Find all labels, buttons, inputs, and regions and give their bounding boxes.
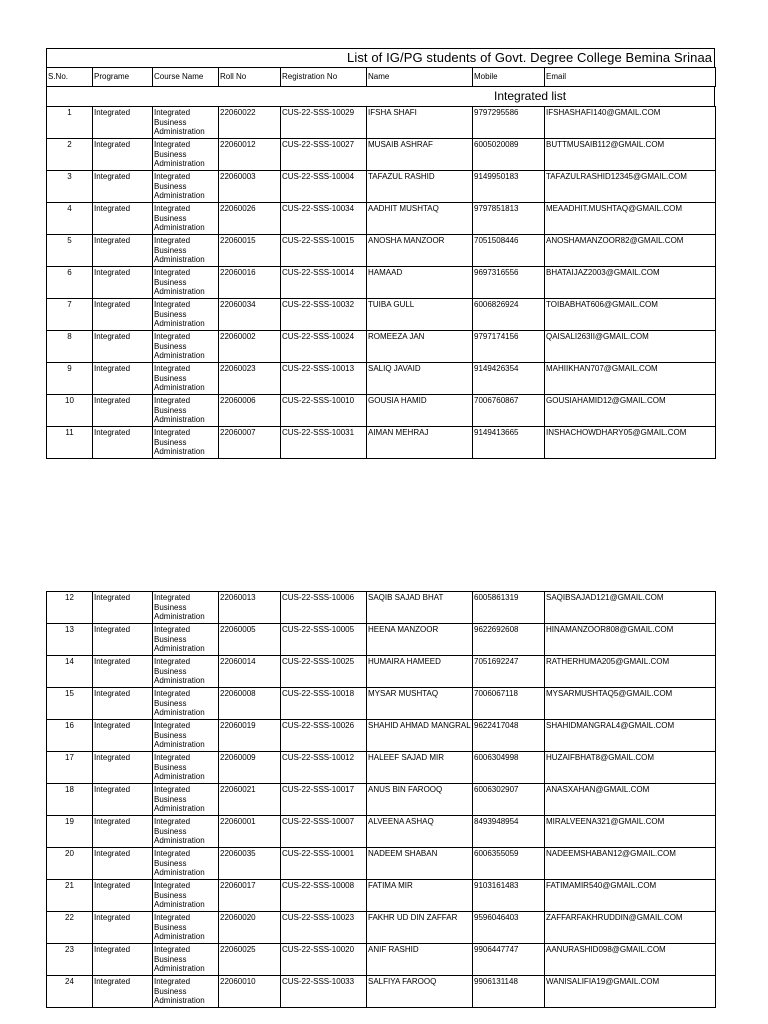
cell-mobile: 7051508446 (473, 235, 545, 267)
cell-mobile: 9797174156 (473, 331, 545, 363)
cell-name: GOUSIA HAMID (367, 395, 473, 427)
cell-mobile: 9622692608 (473, 624, 545, 656)
cell-mobile: 9103161483 (473, 880, 545, 912)
cell-roll-no: 22060002 (219, 331, 281, 363)
cell-name: FATIMA MIR (367, 880, 473, 912)
table-row (47, 656, 716, 688)
cell-name: MUSAIB ASHRAF (367, 139, 473, 171)
cell-email: IFSHASHAFI140@GMAIL.COM (545, 107, 716, 139)
cell-name: AIMAN MEHRAJ (367, 427, 473, 459)
cell-email: TAFAZULRASHID12345@GMAIL.COM (545, 171, 716, 203)
cell-programe: Integrated (93, 912, 153, 944)
cell-name: NADEEM SHABAN (367, 848, 473, 880)
cell-mobile: 9149426354 (473, 363, 545, 395)
cell-mobile: 9797295586 (473, 107, 545, 139)
cell-sno: 13 (47, 624, 93, 656)
table-row (47, 784, 716, 816)
cell-mobile: 6006302907 (473, 784, 545, 816)
cell-programe: Integrated (93, 976, 153, 1008)
cell-email: MAHIIKHAN707@GMAIL.COM (545, 363, 716, 395)
cell-course-name: Integrated Business Administration (153, 720, 219, 752)
cell-name: TUIBA GULL (367, 299, 473, 331)
cell-registration-no: CUS-22-SSS-10026 (281, 720, 367, 752)
cell-email: AANURASHID098@GMAIL.COM (545, 944, 716, 976)
cell-name: ANUS BIN FAROOQ (367, 784, 473, 816)
table-row (47, 976, 716, 1008)
cell-course-name: Integrated Business Administration (153, 912, 219, 944)
table-row (47, 624, 716, 656)
cell-programe: Integrated (93, 592, 153, 624)
cell-name: HALEEF SAJAD MIR (367, 752, 473, 784)
cell-name: TAFAZUL RASHID (367, 171, 473, 203)
col-header-course-name: Course Name (153, 68, 219, 87)
cell-registration-no: CUS-22-SSS-10017 (281, 784, 367, 816)
cell-name: IFSHA SHAFI (367, 107, 473, 139)
cell-name: ALVEENA ASHAQ (367, 816, 473, 848)
cell-sno: 2 (47, 139, 93, 171)
col-header-email: Email (545, 68, 716, 87)
table-row (47, 944, 716, 976)
cell-course-name: Integrated Business Administration (153, 592, 219, 624)
col-header-name: Name (367, 68, 473, 87)
cell-mobile: 7051692247 (473, 656, 545, 688)
cell-name: HUMAIRA HAMEED (367, 656, 473, 688)
cell-roll-no: 22060016 (219, 267, 281, 299)
cell-sno: 20 (47, 848, 93, 880)
cell-name: ANIF RASHID (367, 944, 473, 976)
col-header-mobile: Mobile (473, 68, 545, 87)
cell-name: SALIQ JAVAID (367, 363, 473, 395)
cell-course-name: Integrated Business Administration (153, 624, 219, 656)
cell-email: NADEEMSHABAN12@GMAIL.COM (545, 848, 716, 880)
cell-mobile: 6006304998 (473, 752, 545, 784)
cell-email: MEAADHIT.MUSHTAQ@GMAIL.COM (545, 203, 716, 235)
cell-course-name: Integrated Business Administration (153, 171, 219, 203)
cell-programe: Integrated (93, 944, 153, 976)
table-row (47, 848, 716, 880)
cell-sno: 23 (47, 944, 93, 976)
cell-email: RATHERHUMA205@GMAIL.COM (545, 656, 716, 688)
cell-sno: 12 (47, 592, 93, 624)
cell-registration-no: CUS-22-SSS-10008 (281, 880, 367, 912)
cell-registration-no: CUS-22-SSS-10024 (281, 331, 367, 363)
cell-programe: Integrated (93, 427, 153, 459)
cell-mobile: 6006355059 (473, 848, 545, 880)
cell-course-name: Integrated Business Administration (153, 976, 219, 1008)
cell-course-name: Integrated Business Administration (153, 656, 219, 688)
cell-name: SALFIYA FAROOQ (367, 976, 473, 1008)
cell-roll-no: 22060006 (219, 395, 281, 427)
cell-course-name: Integrated Business Administration (153, 299, 219, 331)
cell-mobile: 9149950183 (473, 171, 545, 203)
cell-programe: Integrated (93, 720, 153, 752)
cell-sno: 22 (47, 912, 93, 944)
cell-roll-no: 22060023 (219, 363, 281, 395)
cell-mobile: 7006760867 (473, 395, 545, 427)
cell-programe: Integrated (93, 171, 153, 203)
cell-roll-no: 22060009 (219, 752, 281, 784)
cell-email: ZAFFARFAKHRUDDIN@GMAIL.COM (545, 912, 716, 944)
cell-roll-no: 22060012 (219, 139, 281, 171)
cell-registration-no: CUS-22-SSS-10006 (281, 592, 367, 624)
cell-sno: 16 (47, 720, 93, 752)
cell-registration-no: CUS-22-SSS-10005 (281, 624, 367, 656)
cell-course-name: Integrated Business Administration (153, 752, 219, 784)
table-row (47, 331, 716, 363)
cell-programe: Integrated (93, 688, 153, 720)
cell-programe: Integrated (93, 235, 153, 267)
cell-roll-no: 22060007 (219, 427, 281, 459)
cell-sno: 14 (47, 656, 93, 688)
cell-registration-no: CUS-22-SSS-10013 (281, 363, 367, 395)
cell-course-name: Integrated Business Administration (153, 363, 219, 395)
cell-mobile: 9149413665 (473, 427, 545, 459)
table-row (47, 235, 716, 267)
cell-roll-no: 22060017 (219, 880, 281, 912)
cell-roll-no: 22060026 (219, 203, 281, 235)
cell-email: WANISALIFIA19@GMAIL.COM (545, 976, 716, 1008)
table-row (47, 688, 716, 720)
cell-sno: 10 (47, 395, 93, 427)
cell-email: BUTTMUSAIB112@GMAIL.COM (545, 139, 716, 171)
table-row (47, 171, 716, 203)
cell-roll-no: 22060020 (219, 912, 281, 944)
cell-sno: 7 (47, 299, 93, 331)
cell-name: ANOSHA MANZOOR (367, 235, 473, 267)
cell-registration-no: CUS-22-SSS-10031 (281, 427, 367, 459)
cell-roll-no: 22060014 (219, 656, 281, 688)
cell-registration-no: CUS-22-SSS-10033 (281, 976, 367, 1008)
cell-registration-no: CUS-22-SSS-10004 (281, 171, 367, 203)
cell-registration-no: CUS-22-SSS-10032 (281, 299, 367, 331)
cell-registration-no: CUS-22-SSS-10010 (281, 395, 367, 427)
cell-registration-no: CUS-22-SSS-10027 (281, 139, 367, 171)
cell-email: BHATAIJAZ2003@GMAIL.COM (545, 267, 716, 299)
cell-course-name: Integrated Business Administration (153, 267, 219, 299)
cell-sno: 4 (47, 203, 93, 235)
table-row (47, 427, 716, 459)
cell-registration-no: CUS-22-SSS-10007 (281, 816, 367, 848)
cell-programe: Integrated (93, 331, 153, 363)
cell-sno: 18 (47, 784, 93, 816)
cell-roll-no: 22060001 (219, 816, 281, 848)
cell-email: HUZAIFBHAT8@GMAIL.COM (545, 752, 716, 784)
table-row (47, 267, 716, 299)
table-row (47, 363, 716, 395)
cell-roll-no: 22060019 (219, 720, 281, 752)
cell-course-name: Integrated Business Administration (153, 816, 219, 848)
column-header-row (47, 68, 716, 87)
cell-course-name: Integrated Business Administration (153, 139, 219, 171)
cell-name: HEENA MANZOOR (367, 624, 473, 656)
data-table-2 (46, 591, 716, 1008)
cell-mobile: 9906447747 (473, 944, 545, 976)
col-header-roll-no: Roll No (219, 68, 281, 87)
cell-email: FATIMAMIR540@GMAIL.COM (545, 880, 716, 912)
cell-sno: 21 (47, 880, 93, 912)
col-header-programe: Programe (93, 68, 153, 87)
cell-roll-no: 22060010 (219, 976, 281, 1008)
document-title: List of IG/PG students of Govt. Degree College Bemina Srinaa (347, 50, 713, 65)
cell-email: MYSARMUSHTAQ5@GMAIL.COM (545, 688, 716, 720)
data-table-1 (46, 106, 716, 459)
cell-name: ROMEEZA JAN (367, 331, 473, 363)
table-row (47, 912, 716, 944)
cell-sno: 1 (47, 107, 93, 139)
student-table-part-2 (46, 591, 715, 1008)
cell-sno: 17 (47, 752, 93, 784)
cell-sno: 24 (47, 976, 93, 1008)
cell-email: HINAMANZOOR808@GMAIL.COM (545, 624, 716, 656)
table-row (47, 203, 716, 235)
table-row (47, 139, 716, 171)
section-title: Integrated list (494, 89, 567, 103)
cell-registration-no: CUS-22-SSS-10034 (281, 203, 367, 235)
cell-registration-no: CUS-22-SSS-10012 (281, 752, 367, 784)
cell-name: SAQIB SAJAD BHAT (367, 592, 473, 624)
cell-course-name: Integrated Business Administration (153, 848, 219, 880)
cell-email: MIRALVEENA321@GMAIL.COM (545, 816, 716, 848)
table-row (47, 592, 716, 624)
cell-roll-no: 22060022 (219, 107, 281, 139)
cell-programe: Integrated (93, 139, 153, 171)
cell-email: ANASXAHAN@GMAIL.COM (545, 784, 716, 816)
cell-programe: Integrated (93, 299, 153, 331)
cell-mobile: 7006067118 (473, 688, 545, 720)
cell-email: ANOSHAMANZOOR82@GMAIL.COM (545, 235, 716, 267)
cell-roll-no: 22060035 (219, 848, 281, 880)
table-row (47, 816, 716, 848)
table-row (47, 107, 716, 139)
cell-sno: 19 (47, 816, 93, 848)
table-row (47, 395, 716, 427)
cell-sno: 15 (47, 688, 93, 720)
table-row (47, 720, 716, 752)
cell-email: QAISALI263II@GMAIL.COM (545, 331, 716, 363)
cell-course-name: Integrated Business Administration (153, 784, 219, 816)
table-row (47, 880, 716, 912)
cell-registration-no: CUS-22-SSS-10023 (281, 912, 367, 944)
cell-course-name: Integrated Business Administration (153, 880, 219, 912)
cell-course-name: Integrated Business Administration (153, 107, 219, 139)
cell-mobile: 9697316556 (473, 267, 545, 299)
cell-programe: Integrated (93, 656, 153, 688)
cell-name: SHAHID AHMAD MANGRAL (367, 720, 473, 752)
cell-course-name: Integrated Business Administration (153, 688, 219, 720)
cell-roll-no: 22060034 (219, 299, 281, 331)
cell-mobile: 8493948954 (473, 816, 545, 848)
cell-programe: Integrated (93, 107, 153, 139)
cell-registration-no: CUS-22-SSS-10020 (281, 944, 367, 976)
cell-mobile: 9797851813 (473, 203, 545, 235)
cell-registration-no: CUS-22-SSS-10029 (281, 107, 367, 139)
col-header-registration-no: Registration No (281, 68, 367, 87)
cell-course-name: Integrated Business Administration (153, 427, 219, 459)
col-header-sno: S.No. (47, 68, 93, 87)
cell-email: GOUSIAHAMID12@GMAIL.COM (545, 395, 716, 427)
cell-sno: 11 (47, 427, 93, 459)
cell-programe: Integrated (93, 203, 153, 235)
cell-mobile: 6005020089 (473, 139, 545, 171)
cell-sno: 8 (47, 331, 93, 363)
cell-course-name: Integrated Business Administration (153, 235, 219, 267)
cell-course-name: Integrated Business Administration (153, 395, 219, 427)
cell-email: INSHACHOWDHARY05@GMAIL.COM (545, 427, 716, 459)
cell-programe: Integrated (93, 816, 153, 848)
cell-name: MYSAR MUSHTAQ (367, 688, 473, 720)
cell-registration-no: CUS-22-SSS-10018 (281, 688, 367, 720)
cell-programe: Integrated (93, 784, 153, 816)
cell-programe: Integrated (93, 848, 153, 880)
cell-roll-no: 22060008 (219, 688, 281, 720)
cell-mobile: 9596046403 (473, 912, 545, 944)
cell-roll-no: 22060005 (219, 624, 281, 656)
cell-roll-no: 22060015 (219, 235, 281, 267)
cell-roll-no: 22060021 (219, 784, 281, 816)
cell-sno: 3 (47, 171, 93, 203)
table-row (47, 752, 716, 784)
cell-sno: 9 (47, 363, 93, 395)
cell-registration-no: CUS-22-SSS-10015 (281, 235, 367, 267)
cell-name: HAMAAD (367, 267, 473, 299)
cell-registration-no: CUS-22-SSS-10001 (281, 848, 367, 880)
header-table (46, 67, 716, 87)
cell-programe: Integrated (93, 267, 153, 299)
cell-course-name: Integrated Business Administration (153, 944, 219, 976)
cell-roll-no: 22060003 (219, 171, 281, 203)
cell-programe: Integrated (93, 363, 153, 395)
cell-mobile: 6005861319 (473, 592, 545, 624)
table-row (47, 299, 716, 331)
cell-name: FAKHR UD DIN ZAFFAR (367, 912, 473, 944)
cell-registration-no: CUS-22-SSS-10014 (281, 267, 367, 299)
title-row (46, 48, 715, 67)
cell-mobile: 9906131148 (473, 976, 545, 1008)
cell-name: AADHIT MUSHTAQ (367, 203, 473, 235)
cell-mobile: 9622417048 (473, 720, 545, 752)
cell-roll-no: 22060013 (219, 592, 281, 624)
cell-sno: 6 (47, 267, 93, 299)
cell-registration-no: CUS-22-SSS-10025 (281, 656, 367, 688)
cell-programe: Integrated (93, 880, 153, 912)
cell-course-name: Integrated Business Administration (153, 203, 219, 235)
cell-mobile: 6006826924 (473, 299, 545, 331)
section-heading-row (46, 87, 715, 106)
cell-programe: Integrated (93, 624, 153, 656)
cell-course-name: Integrated Business Administration (153, 331, 219, 363)
cell-roll-no: 22060025 (219, 944, 281, 976)
cell-programe: Integrated (93, 752, 153, 784)
cell-programe: Integrated (93, 395, 153, 427)
student-table-part-1 (46, 48, 715, 459)
cell-email: SAQIBSAJAD121@GMAIL.COM (545, 592, 716, 624)
cell-email: SHAHIDMANGRAL4@GMAIL.COM (545, 720, 716, 752)
cell-email: TOIBABHAT606@GMAIL.COM (545, 299, 716, 331)
cell-sno: 5 (47, 235, 93, 267)
